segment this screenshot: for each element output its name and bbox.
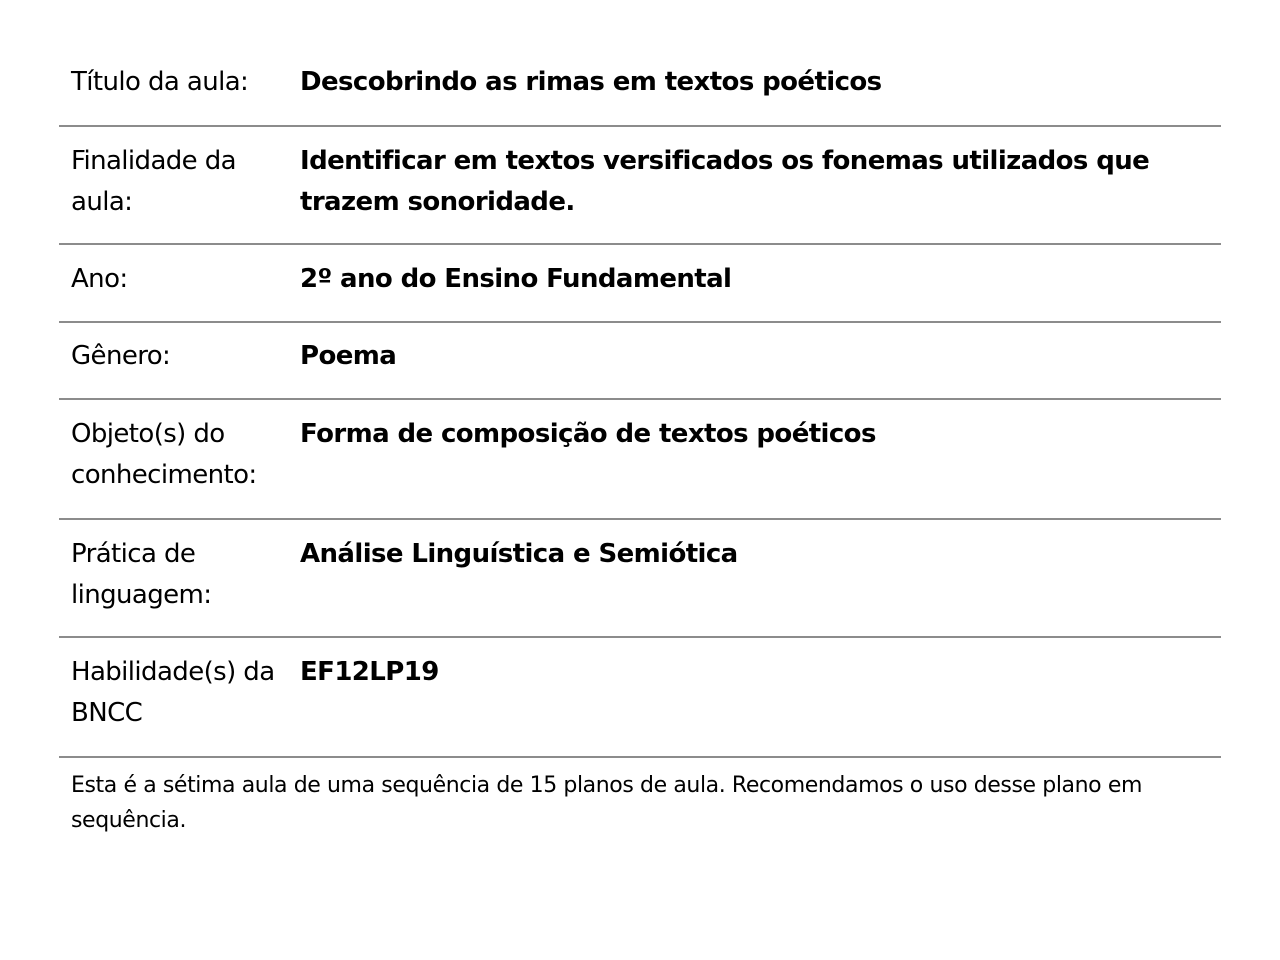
row-label: Ano: bbox=[71, 264, 128, 294]
sequence-note: Esta é a sétima aula de uma sequência de 15 planos de aula. Recomendamos o uso desse plano em sequência. bbox=[71, 773, 1142, 833]
row-label: Finalidade da aula: bbox=[71, 146, 236, 217]
row-value: Poema bbox=[300, 341, 397, 371]
row-grade bbox=[59, 245, 1221, 323]
row-label: Objeto(s) do conhecimento: bbox=[71, 419, 257, 490]
row-value: EF12LP19 bbox=[300, 657, 439, 687]
row-lesson-title bbox=[59, 44, 1221, 127]
row-genre bbox=[59, 323, 1221, 400]
row-label: Título da aula: bbox=[71, 67, 249, 97]
row-knowledge-objects bbox=[59, 400, 1221, 520]
row-language-practice bbox=[59, 520, 1221, 638]
row-label: Habilidade(s) da BNCC bbox=[71, 657, 275, 728]
row-label: Gênero: bbox=[71, 341, 171, 371]
row-label: Prática de linguagem: bbox=[71, 539, 212, 610]
row-value: Análise Linguística e Semiótica bbox=[300, 539, 738, 569]
row-lesson-purpose bbox=[59, 127, 1221, 245]
row-bncc-skills bbox=[59, 638, 1221, 758]
lesson-plan-table bbox=[59, 44, 1221, 838]
row-value: Forma de composição de textos poéticos bbox=[300, 419, 876, 449]
row-value: Descobrindo as rimas em textos poéticos bbox=[300, 67, 882, 97]
row-value: Identificar em textos versificados os fonemas utilizados que trazem sonoridade. bbox=[300, 146, 1150, 217]
row-value: 2º ano do Ensino Fundamental bbox=[300, 264, 732, 294]
